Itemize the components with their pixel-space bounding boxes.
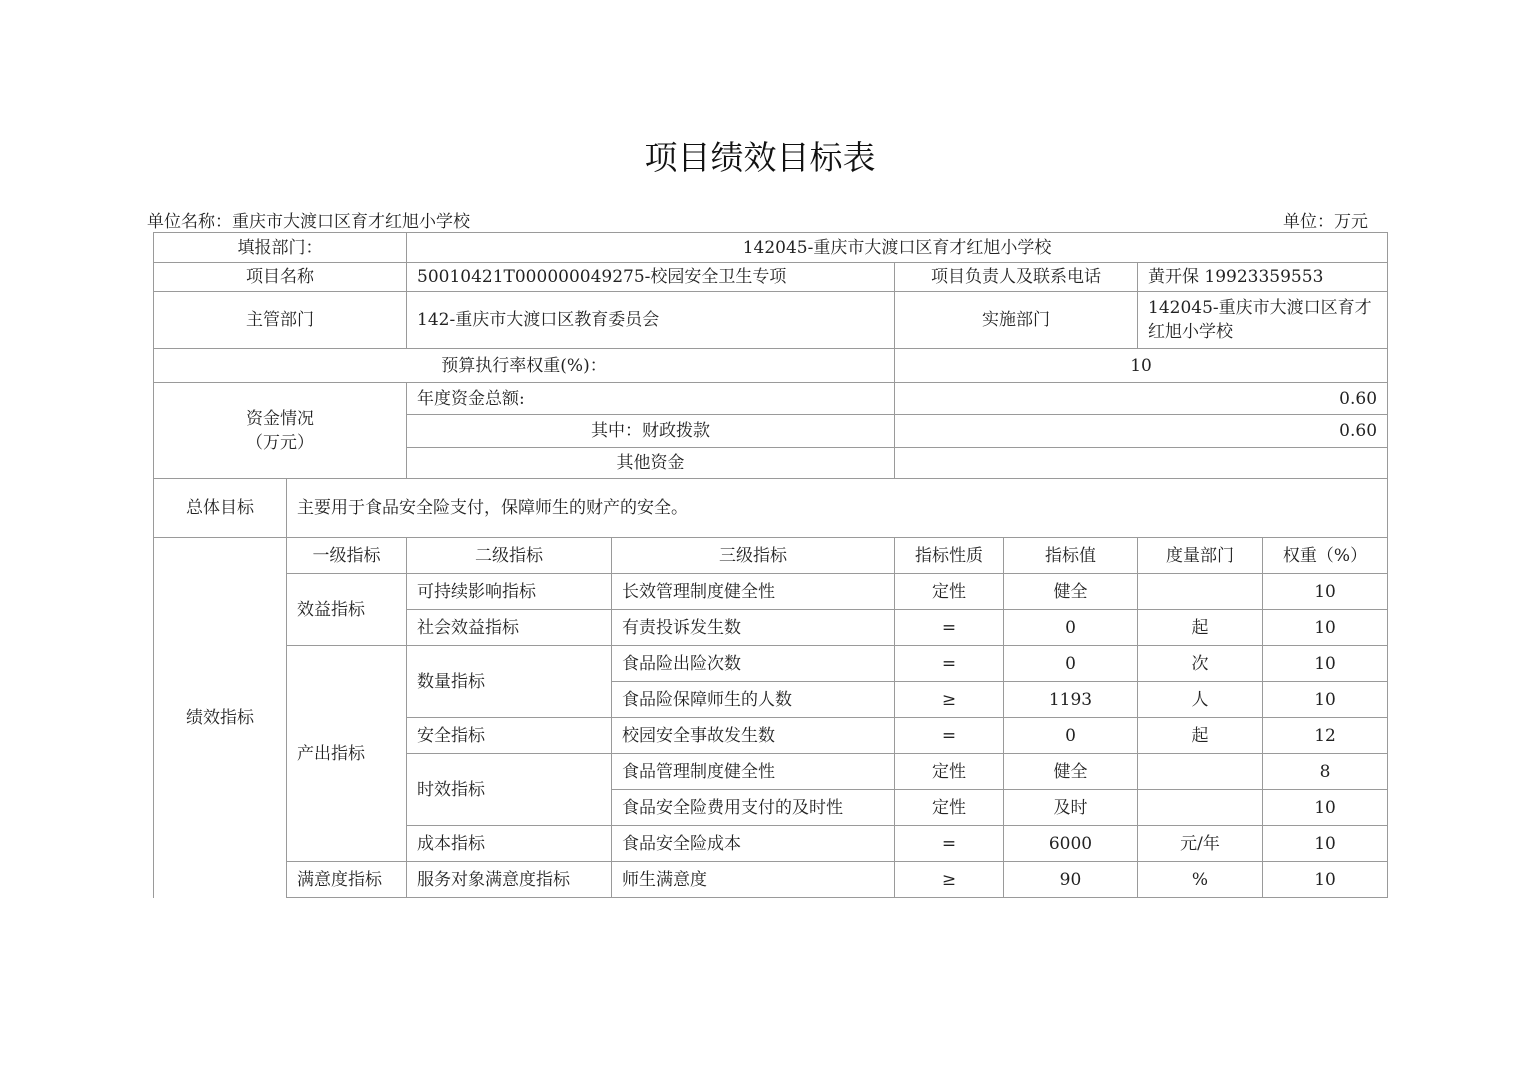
nature-cell: = xyxy=(895,646,1004,682)
project-name-label: 项目名称 xyxy=(154,263,407,292)
indicators-label: 绩效指标 xyxy=(154,538,287,898)
value-cell: 90 xyxy=(1004,862,1138,898)
level3-cell: 食品安全险成本 xyxy=(612,826,895,862)
level3-cell: 校园安全事故发生数 xyxy=(612,718,895,754)
nature-cell: = xyxy=(895,718,1004,754)
nature-cell: = xyxy=(895,610,1004,646)
level3-cell: 有责投诉发生数 xyxy=(612,610,895,646)
fill-dept-value: 142045-重庆市大渡口区育才红旭小学校 xyxy=(407,233,1388,263)
unit-cell: 元/年 xyxy=(1138,826,1263,862)
unit-cell: 人 xyxy=(1138,682,1263,718)
level3-cell: 食品险出险次数 xyxy=(612,646,895,682)
weight-cell: 10 xyxy=(1263,646,1388,682)
overall-goal-value: 主要用于食品安全险支付，保障师生的财产的安全。 xyxy=(287,479,1388,538)
project-name-row xyxy=(154,263,1388,292)
unit-cell: % xyxy=(1138,862,1263,898)
overall-goal-row xyxy=(154,479,1388,538)
value-cell: 0 xyxy=(1004,718,1138,754)
supervisor-value: 142-重庆市大渡口区教育委员会 xyxy=(407,292,895,349)
level1-output: 产出指标 xyxy=(287,646,407,862)
header-level3: 三级指标 xyxy=(612,538,895,574)
value-cell: 0 xyxy=(1004,646,1138,682)
value-cell: 6000 xyxy=(1004,826,1138,862)
nature-cell: = xyxy=(895,826,1004,862)
weight-cell: 10 xyxy=(1263,862,1388,898)
level3-cell: 长效管理制度健全性 xyxy=(612,574,895,610)
fill-dept-label: 填报部门： xyxy=(154,233,407,263)
unit-cell: 起 xyxy=(1138,718,1263,754)
funds-label-line2: （万元） xyxy=(246,432,314,453)
header-weight: 权重（%） xyxy=(1263,538,1388,574)
level3-cell: 食品安全险费用支付的及时性 xyxy=(612,790,895,826)
impl-dept-label: 实施部门 xyxy=(895,292,1138,349)
funds-fiscal-label: 其中：财政拨款 xyxy=(407,415,895,448)
budget-weight-row xyxy=(154,349,1388,383)
nature-cell: 定性 xyxy=(895,790,1004,826)
value-cell: 0 xyxy=(1004,610,1138,646)
contact-label: 项目负责人及联系电话 xyxy=(895,263,1138,292)
header-level1: 一级指标 xyxy=(287,538,407,574)
level2-sustainability: 可持续影响指标 xyxy=(407,574,612,610)
weight-cell: 12 xyxy=(1263,718,1388,754)
nature-cell: ≥ xyxy=(895,862,1004,898)
unit-cell xyxy=(1138,754,1263,790)
level2-quantity: 数量指标 xyxy=(407,646,612,718)
budget-weight-value: 10 xyxy=(895,349,1388,383)
weight-cell: 10 xyxy=(1263,610,1388,646)
level1-satisfaction: 满意度指标 xyxy=(287,862,407,898)
level3-cell: 师生满意度 xyxy=(612,862,895,898)
header-value: 指标值 xyxy=(1004,538,1138,574)
nature-cell: 定性 xyxy=(895,754,1004,790)
unit-cell: 次 xyxy=(1138,646,1263,682)
project-name-value: 50010421T000000049275-校园安全卫生专项 xyxy=(407,263,895,292)
weight-cell: 10 xyxy=(1263,826,1388,862)
weight-cell: 10 xyxy=(1263,790,1388,826)
supervisor-label: 主管部门 xyxy=(154,292,407,349)
funds-other-label: 其他资金 xyxy=(407,448,895,479)
value-cell: 健全 xyxy=(1004,754,1138,790)
unit-name: 单位名称：重庆市大渡口区育才红旭小学校 xyxy=(147,212,470,232)
unit-cell: 起 xyxy=(1138,610,1263,646)
contact-value: 黄开保 19923359553 xyxy=(1138,263,1388,292)
level2-safety: 安全指标 xyxy=(407,718,612,754)
level2-cost: 成本指标 xyxy=(407,826,612,862)
weight-cell: 10 xyxy=(1263,574,1388,610)
funds-total-label: 年度资金总额: xyxy=(407,383,895,415)
value-cell: 健全 xyxy=(1004,574,1138,610)
weight-cell: 8 xyxy=(1263,754,1388,790)
value-cell: 1193 xyxy=(1004,682,1138,718)
funds-label xyxy=(154,383,407,479)
overall-goal-label: 总体目标 xyxy=(154,479,287,538)
budget-weight-label: 预算执行率权重(%)： xyxy=(154,349,895,383)
header-nature: 指标性质 xyxy=(895,538,1004,574)
impl-dept-value: 142045-重庆市大渡口区育才红旭小学校 xyxy=(1138,292,1388,349)
level1-benefit: 效益指标 xyxy=(287,574,407,646)
level2-social: 社会效益指标 xyxy=(407,610,612,646)
nature-cell: ≥ xyxy=(895,682,1004,718)
table-row xyxy=(154,574,1388,610)
unit-cell xyxy=(1138,790,1263,826)
supervisor-row xyxy=(154,292,1388,349)
indicator-header-row xyxy=(154,538,1388,574)
table-row xyxy=(154,862,1388,898)
table-row xyxy=(154,646,1388,682)
level3-cell: 食品管理制度健全性 xyxy=(612,754,895,790)
level3-cell: 食品险保障师生的人数 xyxy=(612,682,895,718)
weight-cell: 10 xyxy=(1263,682,1388,718)
funds-total-row xyxy=(154,383,1388,415)
funds-label-line1: 资金情况 xyxy=(246,408,314,429)
funds-fiscal-value: 0.60 xyxy=(895,415,1388,448)
page-title: 项目绩效目标表 xyxy=(644,138,876,177)
fill-dept-row xyxy=(154,233,1388,263)
level2-timeliness: 时效指标 xyxy=(407,754,612,826)
nature-cell: 定性 xyxy=(895,574,1004,610)
performance-table xyxy=(153,232,1388,898)
funds-other-value xyxy=(895,448,1388,479)
unit-cell xyxy=(1138,574,1263,610)
unit-label: 单位：万元 xyxy=(1283,212,1368,232)
level2-service-satisfaction: 服务对象满意度指标 xyxy=(407,862,612,898)
header-unit: 度量部门 xyxy=(1138,538,1263,574)
value-cell: 及时 xyxy=(1004,790,1138,826)
funds-total-value: 0.60 xyxy=(895,383,1388,415)
header-level2: 二级指标 xyxy=(407,538,612,574)
